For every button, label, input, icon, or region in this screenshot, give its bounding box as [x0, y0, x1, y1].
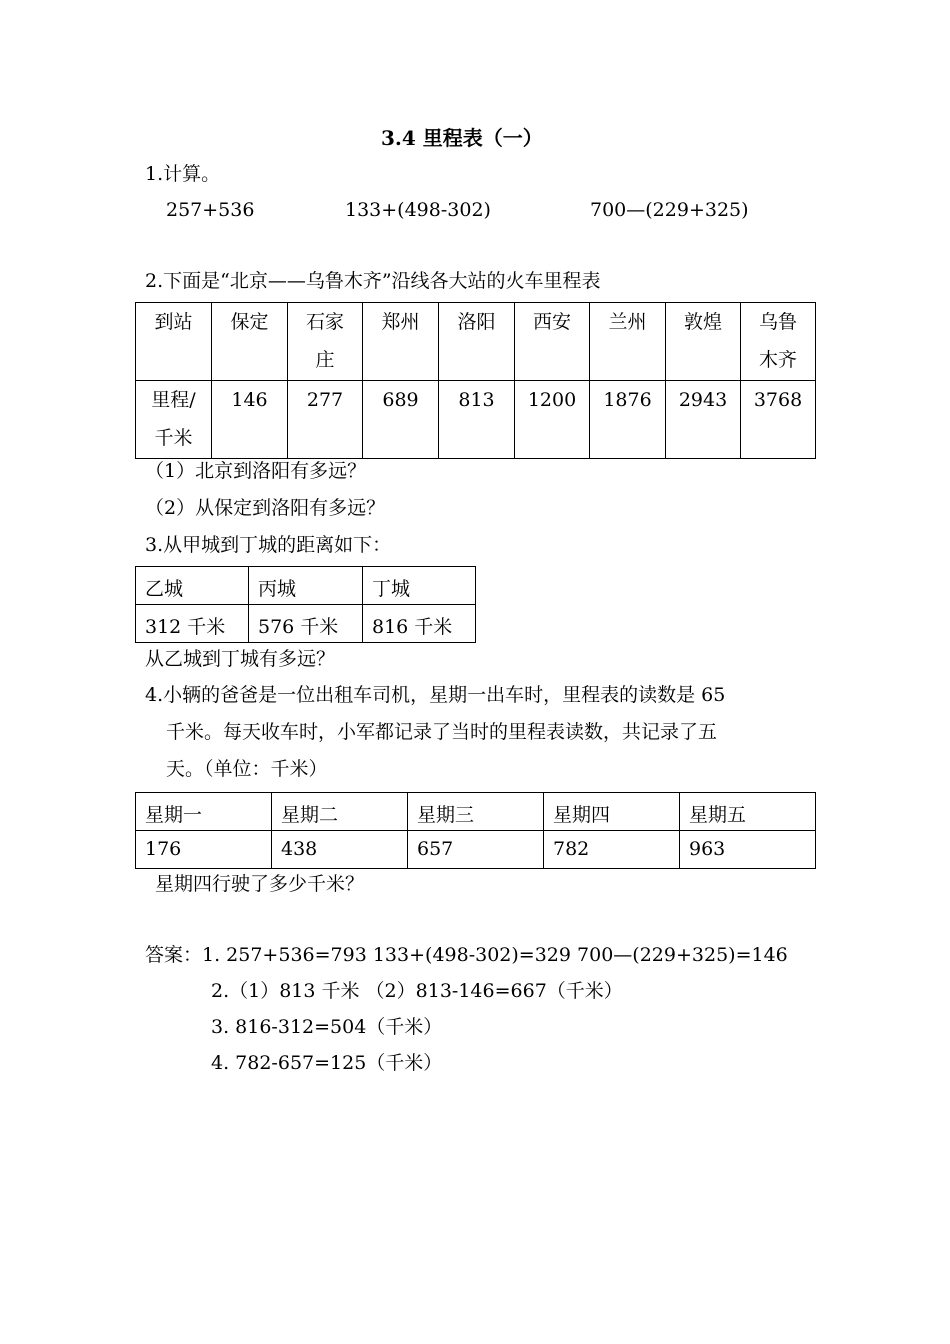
page-title: 3.4 里程表（一）: [381, 126, 543, 150]
table-cell: 657: [408, 831, 544, 869]
mileage-table-header-row: [136, 303, 816, 381]
table-header-cell: 郑州: [363, 303, 439, 381]
table-cell: 576 千米: [249, 605, 363, 643]
table-header-cell: 星期四: [544, 793, 680, 831]
odometer-table-header-row: [136, 793, 816, 831]
table-header-cell: 乌鲁木齐: [741, 303, 816, 381]
table-cell: 277: [288, 381, 363, 459]
answer-1: 答案：1. 257+536=793 133+(498-302)=329 700—(229+325)=146: [145, 944, 788, 966]
q1-item-2: 133+(498-302): [345, 199, 491, 221]
table-cell: 689: [363, 381, 439, 459]
table-cell: 176: [136, 831, 272, 869]
q3-question: 从乙城到丁城有多远？: [145, 648, 336, 670]
mileage-table: [135, 302, 816, 459]
q3-stem: 3.从甲城到丁城的距离如下：: [145, 534, 392, 556]
odometer-table-value-row: [136, 831, 816, 869]
table-cell: 1200: [515, 381, 590, 459]
answer-2: 2.（1）813 千米 （2）813-146=667（千米）: [211, 980, 623, 1002]
table-header-cell: 星期二: [272, 793, 408, 831]
table-header-cell: 兰州: [590, 303, 666, 381]
q4-line2: 千米。每天收车时，小军都记录了当时的里程表读数，共记录了五: [166, 721, 718, 743]
q4-line3: 天。（单位：千米）: [166, 758, 328, 780]
q4-line1: 4.小辆的爸爸是一位出租车司机，星期一出车时，里程表的读数是 65: [145, 684, 726, 706]
table-cell: 438: [272, 831, 408, 869]
q2-sub1: （1）北京到洛阳有多远？: [145, 460, 367, 482]
answer-3: 3. 816-312=504（千米）: [211, 1016, 443, 1038]
q4-question: 星期四行驶了多少千米？: [155, 873, 365, 895]
table-header-cell: 西安: [515, 303, 590, 381]
table-header-cell: 到站: [136, 303, 212, 381]
q2-stem: 2.下面是“北京——乌鲁木齐”沿线各大站的火车里程表: [145, 270, 601, 292]
table-header-cell: 丁城: [363, 567, 476, 605]
table-cell: 1876: [590, 381, 666, 459]
q1-stem: 1.计算。: [145, 163, 221, 185]
table-header-cell: 乙城: [136, 567, 249, 605]
table-header-cell: 星期五: [680, 793, 816, 831]
distance-table: [135, 566, 476, 643]
distance-table-header-row: [136, 567, 476, 605]
table-header-cell: 敦煌: [666, 303, 741, 381]
table-cell: 782: [544, 831, 680, 869]
table-header-cell: 丙城: [249, 567, 363, 605]
distance-table-value-row: [136, 605, 476, 643]
answer-4: 4. 782-657=125（千米）: [211, 1052, 443, 1074]
q2-sub2: （2）从保定到洛阳有多远？: [145, 497, 386, 519]
odometer-table: [135, 792, 816, 869]
table-header-cell: 石家庄: [288, 303, 363, 381]
table-row-label: 里程/千米: [136, 381, 212, 459]
table-cell: 963: [680, 831, 816, 869]
q1-item-3: 700—(229+325): [590, 199, 749, 221]
table-cell: 813: [439, 381, 515, 459]
mileage-table-value-row: [136, 381, 816, 459]
table-header-cell: 星期三: [408, 793, 544, 831]
q1-item-1: 257+536: [166, 199, 255, 221]
table-cell: 312 千米: [136, 605, 249, 643]
table-cell: 3768: [741, 381, 816, 459]
table-cell: 816 千米: [363, 605, 476, 643]
table-header-cell: 保定: [212, 303, 288, 381]
table-header-cell: 洛阳: [439, 303, 515, 381]
table-cell: 2943: [666, 381, 741, 459]
table-cell: 146: [212, 381, 288, 459]
table-header-cell: 星期一: [136, 793, 272, 831]
